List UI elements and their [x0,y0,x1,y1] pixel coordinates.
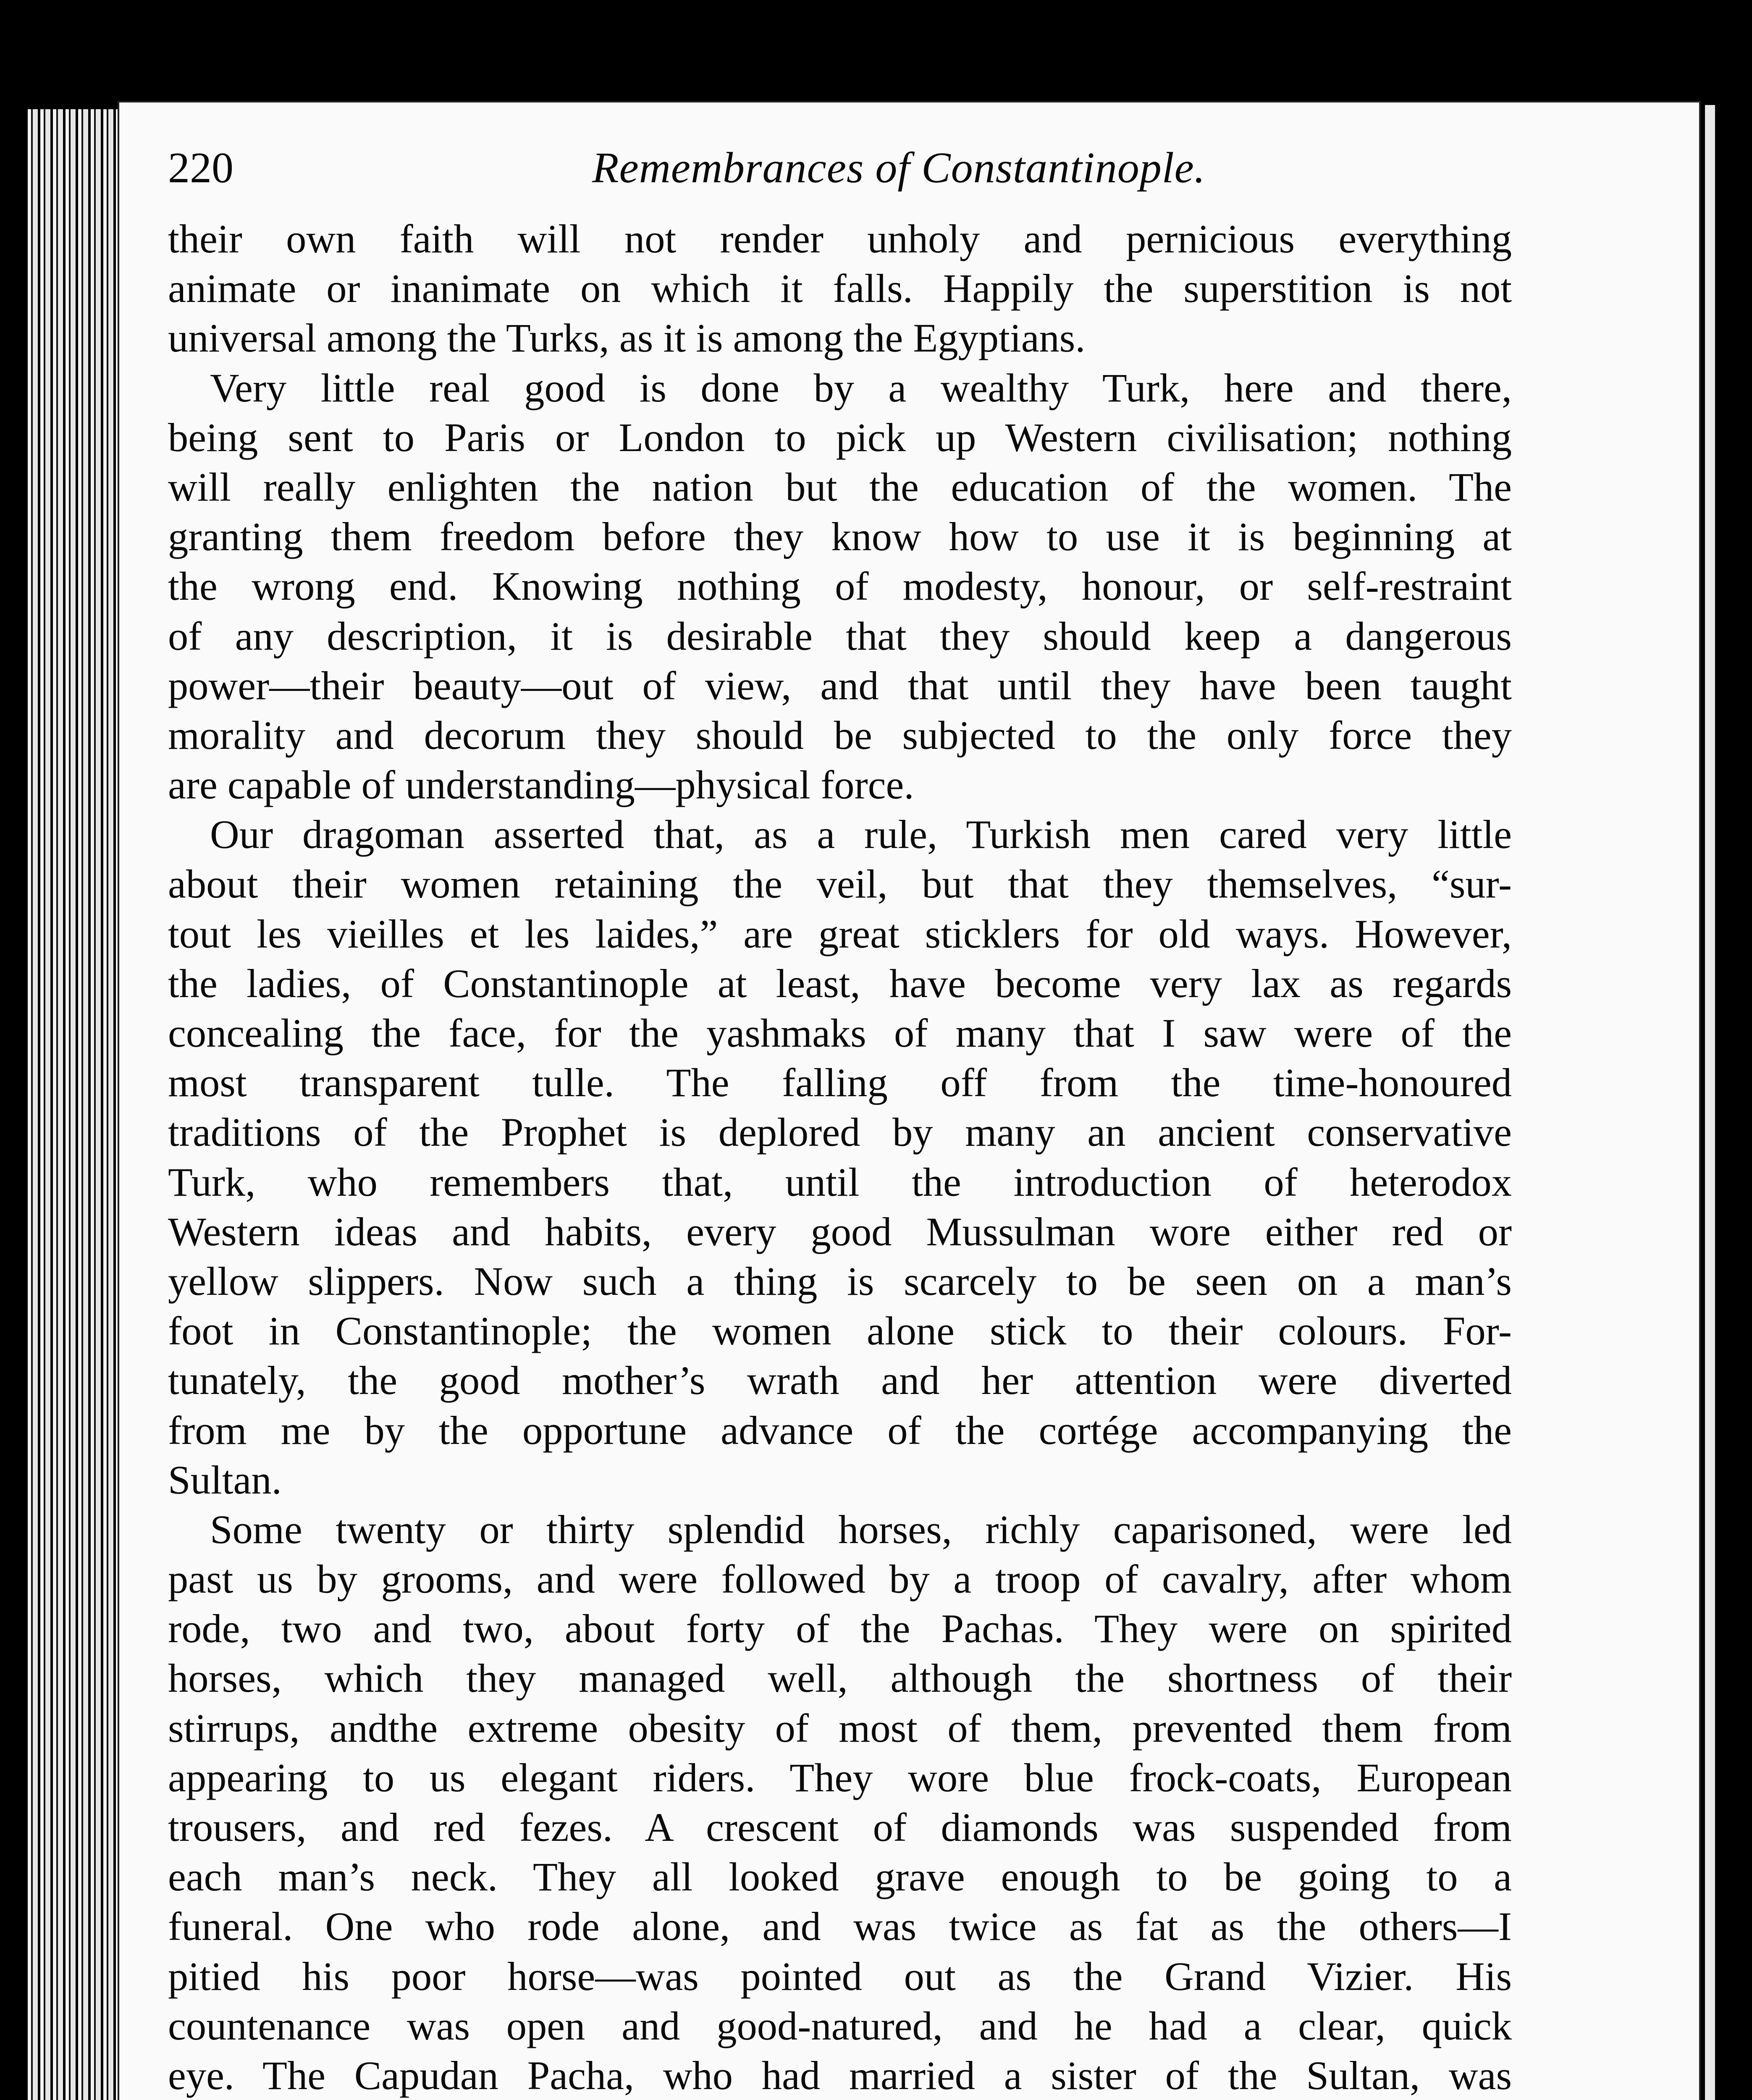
body-text [168,214,1512,2100]
page-number: 220 [168,144,233,192]
running-header [168,143,1428,197]
text-line: traditions of the Prophet is deplored by many an ancient conservative [168,1110,1512,1155]
text-line: morality and decorum they should be subjected to the only force they [168,712,1512,758]
text-line: trousers, and red fezes. A crescent of diamonds was suspended from [168,1805,1512,1850]
text-line: animate or inanimate on which it falls. Happily the superstition is not [168,266,1512,311]
text-line: Turk, who remembers that, until the introduction of heterodox [168,1159,1512,1205]
text-line: are capable of understanding—physical force. [168,762,914,808]
text-line: their own faith will not render unholy and pernicious everything [168,216,1512,261]
running-title: Remembrances of Constantinople. [592,144,1206,192]
page-edge-stack [25,109,122,2100]
text-line: will really enlighten the nation but the education of the women. The [168,464,1512,509]
text-line: horses, which they managed well, although the shortness of their [168,1656,1512,1701]
text-line: eye. The Capudan Pacha, who had married a sister of the Sultan, was [168,2053,1512,2098]
text-line: tout les vieilles et les laides,” are great sticklers for old ways. However, [168,911,1512,956]
text-line: past us by grooms, and were followed by a troop of cavalry, after whom [168,1557,1512,1602]
text-line: countenance was open and good-natured, and he had a clear, quick [168,2003,1512,2048]
text-line: Our dragoman asserted that, as a rule, Turkish men cared very little [210,812,1512,857]
text-line: pitied his poor horse—was pointed out as the Grand Vizier. His [168,1953,1512,1999]
text-line: Western ideas and habits, every good Mussulman wore either red or [168,1209,1512,1254]
text-line: concealing the face, for the yashmaks of many that I saw were of the [168,1011,1512,1055]
text-line: Sultan. [168,1457,282,1502]
text-line: most transparent tulle. The falling off from the time-honoured [168,1060,1512,1105]
text-line: Very little real good is done by a wealthy Turk, here and there, [210,365,1512,410]
text-line: being sent to Paris or London to pick up Western civilisation; nothing [168,415,1512,460]
text-line: stirrups, andthe extreme obesity of most of them, prevented them from [168,1705,1512,1751]
text-line: each man’s neck. They all looked grave enough to be going to a [168,1854,1512,1900]
text-line: universal among the Turks, as it is among the Egyptians. [168,315,1086,361]
text-line: rode, two and two, about forty of the Pachas. They were on spirited [168,1606,1512,1651]
text-line: yellow slippers. Now such a thing is scarcely to be seen on a man’s [168,1258,1512,1304]
text-line: appearing to us elegant riders. They wore blue frock-coats, European [168,1755,1512,1800]
text-line: of any description, it is desirable that they should keep a dangerous [168,613,1512,659]
text-line: power—their beauty—out of view, and that until they have been taught [168,663,1512,708]
text-line: granting them freedom before they know how to use it is beginning at [168,514,1512,559]
book-spine-right [1705,0,1752,2100]
text-line: tunately, the good mother’s wrath and her attention were diverted [168,1358,1512,1403]
text-line: about their women retaining the veil, but that they themselves, “sur- [168,861,1512,907]
text-line: the ladies, of Constantinople at least, have become very lax as regards [168,961,1512,1006]
text-line: foot in Constantinople; the women alone stick to their colours. For- [168,1308,1512,1354]
text-line: the wrong end. Knowing nothing of modesty, honour, or self-restraint [168,564,1512,609]
text-line: funeral. One who rode alone, and was twice as fat as the others—I [168,1904,1512,1949]
text-line: from me by the opportune advance of the cortége accompanying the [168,1407,1512,1453]
text-line: Some twenty or thirty splendid horses, richly caparisoned, were led [210,1507,1512,1552]
spine-highlight [1705,105,1715,2100]
